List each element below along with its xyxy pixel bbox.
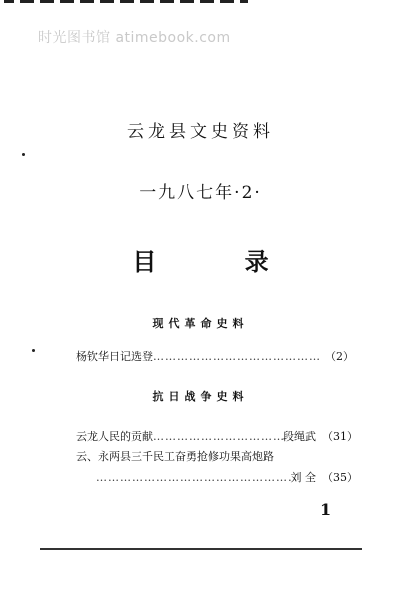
entry-title: 杨钦华日记选登 [76, 350, 153, 363]
toc-entry-title-line[interactable] [76, 448, 358, 464]
leader-dots [96, 471, 291, 484]
entry-author: 段绳武 [283, 430, 316, 443]
watermark: 时光图书馆 atimebook.com [38, 30, 231, 46]
series-title: 云龙县文史资料 [127, 122, 274, 142]
bottom-rule [40, 548, 362, 550]
entry-page: （35） [322, 471, 358, 484]
entry-title: 云、永两县三千民工奋勇抢修功果高炮路 [76, 450, 274, 463]
section-heading: 抗日战争史料 [152, 390, 249, 403]
entry-author: 刘 全 [290, 471, 316, 484]
issue-label: 一九八七年·2· [139, 183, 262, 203]
leader-dots [153, 350, 319, 363]
print-speck [32, 349, 35, 352]
entry-title: 云龙人民的贡献 [76, 430, 153, 443]
toc-title: 目 录 [132, 247, 309, 276]
entry-page: （31） [322, 430, 358, 443]
toc-entry[interactable] [76, 428, 358, 444]
toc-entry-continuation [96, 469, 358, 485]
page-number: 1 [320, 500, 332, 519]
top-edge-marks [0, 0, 401, 4]
print-speck [22, 153, 25, 156]
leader-dots [153, 430, 283, 443]
entry-page: （2） [325, 350, 354, 363]
section-heading: 现代革命史料 [152, 317, 249, 330]
toc-entry[interactable] [76, 348, 354, 364]
